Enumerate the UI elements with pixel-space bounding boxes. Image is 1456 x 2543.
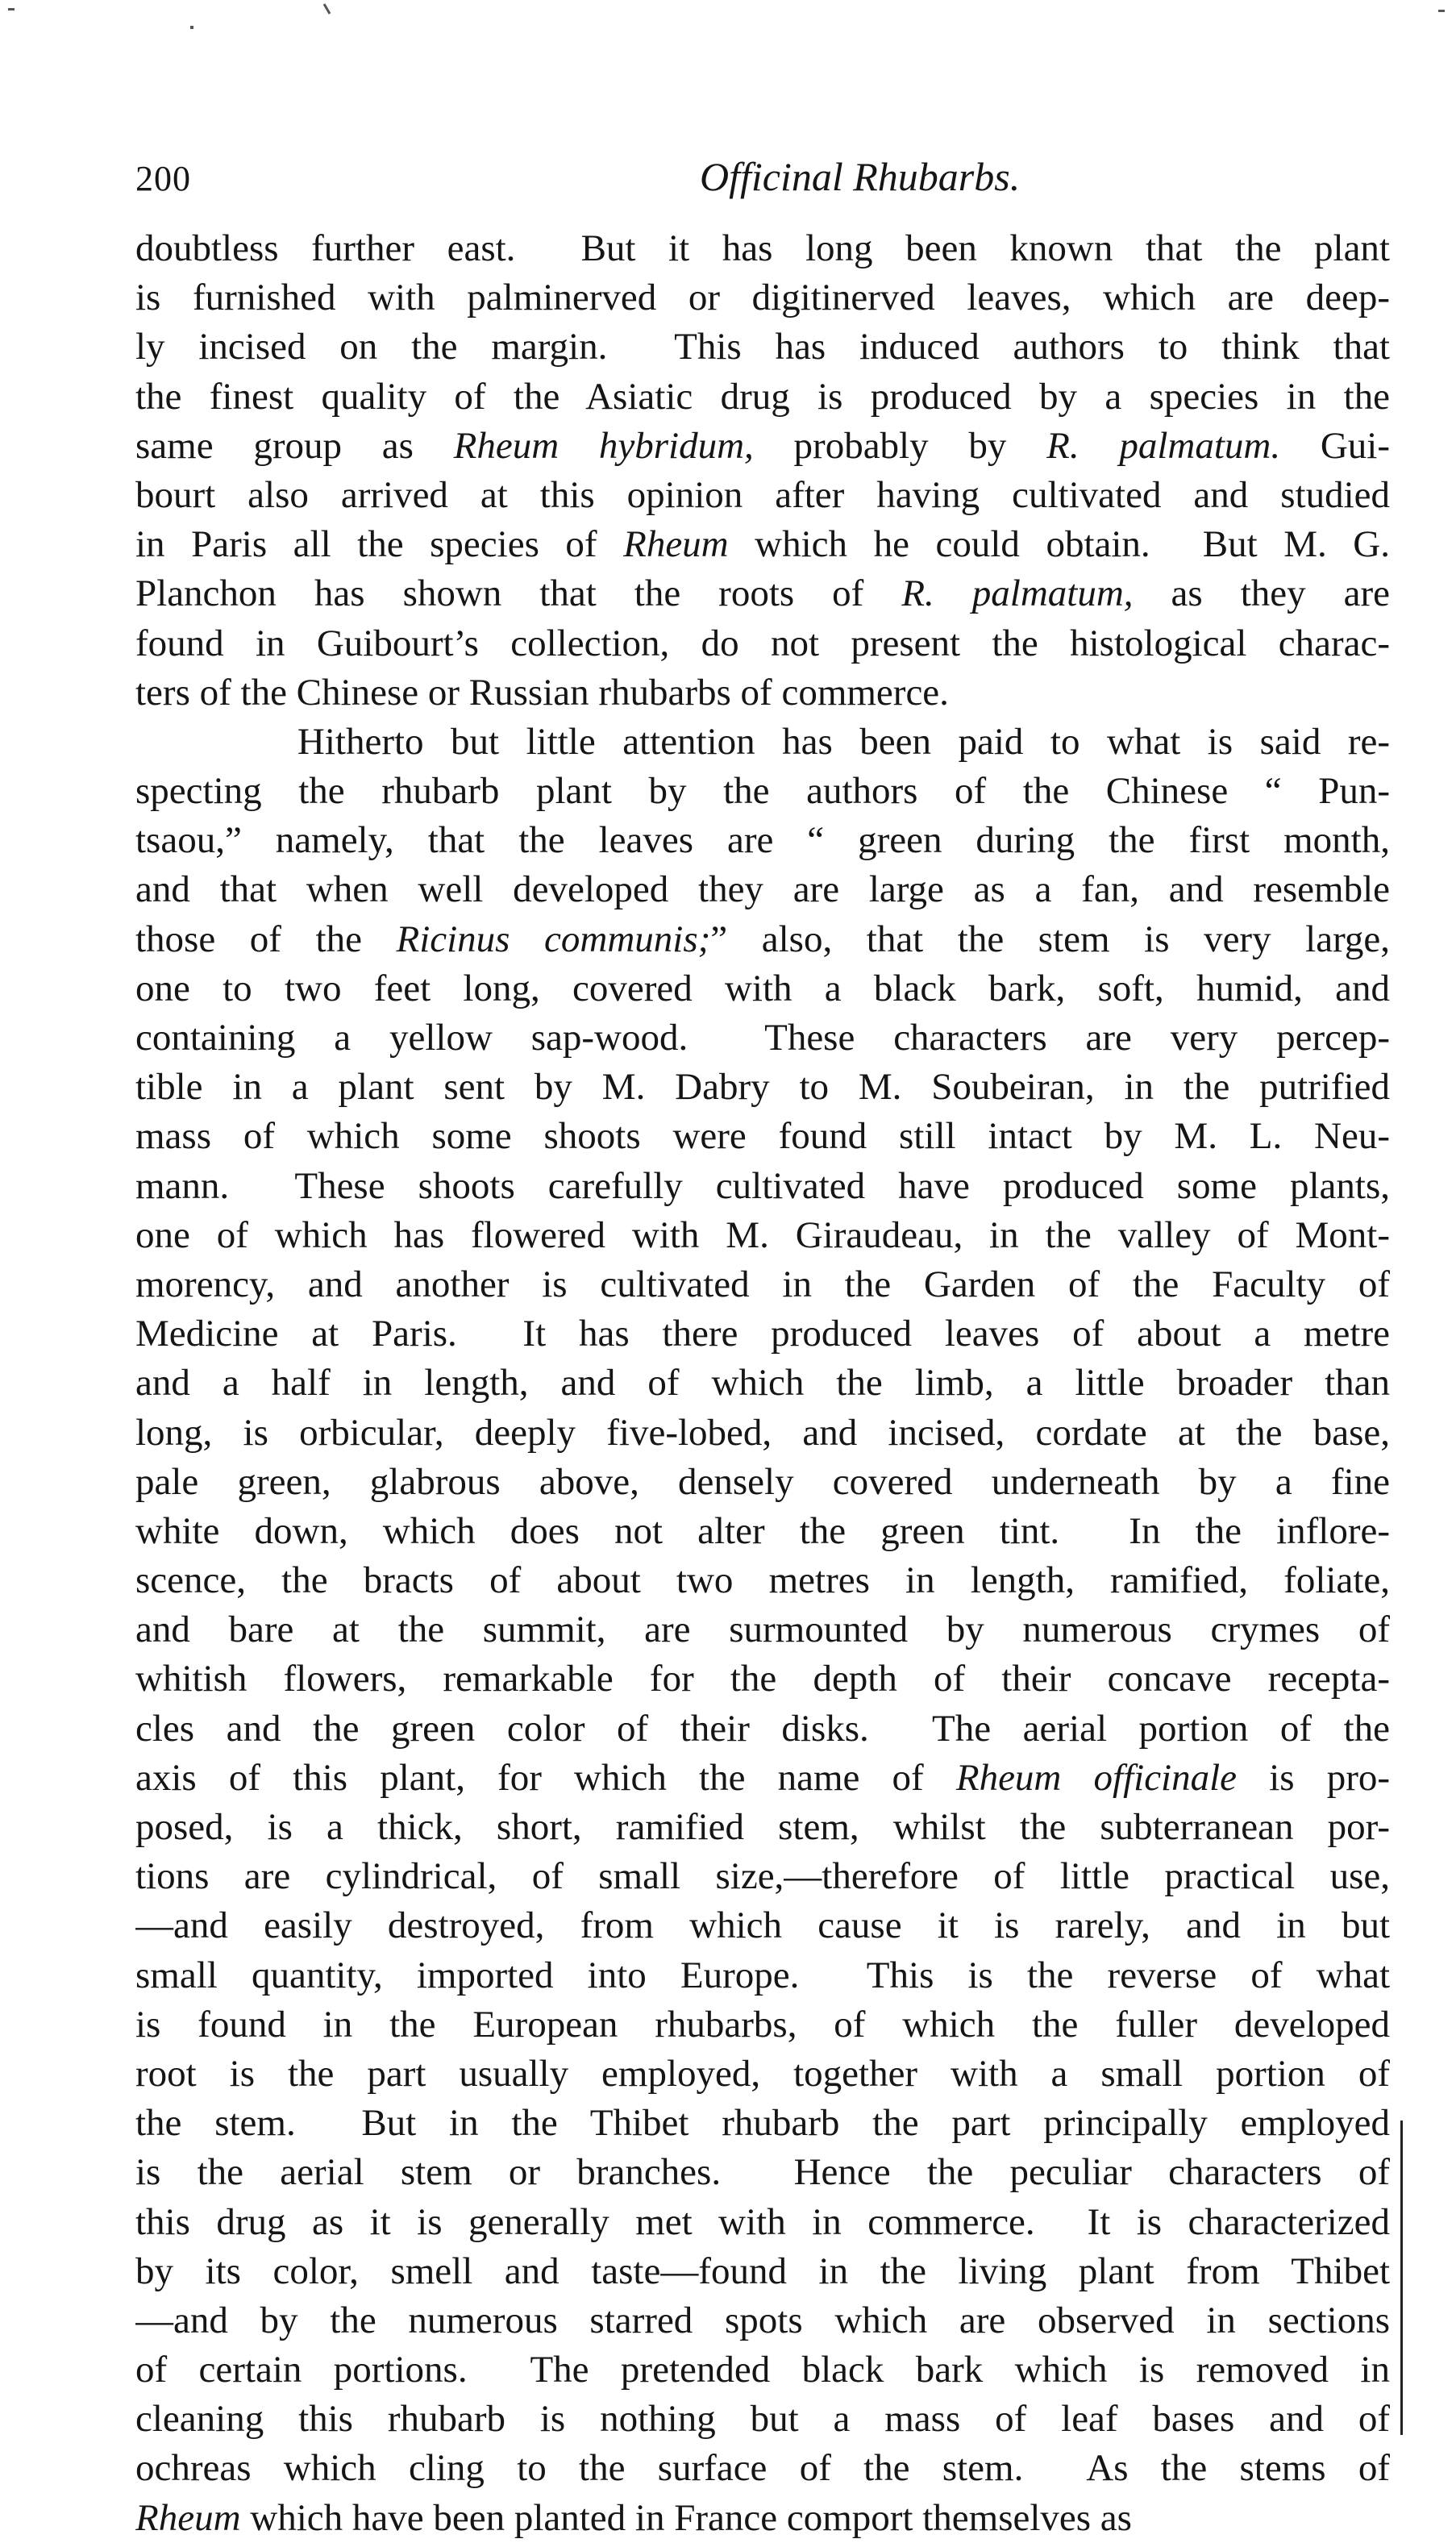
text-run: white down, which does not alter the green tint. In the inflore- — [135, 1509, 1390, 1552]
text-run: axis of this plant, for which the name of — [135, 1756, 956, 1799]
text-line — [135, 1901, 1390, 1950]
text-line — [135, 619, 1390, 668]
text-run: root is the part usually employed, together with a small portion of — [135, 2052, 1390, 2095]
text-run: tible in a plant sent by M. Dabry to M. Soubeiran, in the putrified — [135, 1066, 1390, 1109]
text-run: ochreas which cling to the surface of the stem. As the stems of — [135, 2447, 1390, 2490]
text-run: Ricinus communis; — [396, 918, 711, 960]
text-line — [135, 1260, 1390, 1309]
text-line — [135, 1211, 1390, 1260]
text-line — [135, 2050, 1390, 2099]
text-run: the finest quality of the Asiatic drug is produced by a species in the — [135, 375, 1390, 418]
text-run: ly incised on the margin. This has induced authors to think that — [135, 326, 1390, 368]
text-line — [135, 422, 1390, 471]
text-line — [135, 1605, 1390, 1654]
text-line — [135, 1063, 1390, 1112]
page-edge-rule — [1400, 2121, 1403, 2435]
text-line — [135, 2099, 1390, 2148]
text-line — [135, 1409, 1390, 1458]
text-line — [135, 816, 1390, 865]
text-line — [135, 1754, 1390, 1803]
scan-mark — [8, 8, 15, 10]
text-line — [135, 569, 1390, 618]
text-run: same group as — [135, 424, 454, 467]
text-run: cleaning this rhubarb is nothing but a mass of leaf bases and of — [135, 2398, 1390, 2441]
text-run: bourt also arrived at this opinion after having cultivated and studied — [135, 473, 1390, 516]
text-line — [135, 2395, 1390, 2444]
text-line — [135, 1507, 1390, 1556]
text-line — [135, 373, 1390, 422]
text-run: ” also, that the stem is very large, — [710, 918, 1390, 960]
text-run: scence, the bracts of about two metres in length, ramified, foliate, — [135, 1559, 1390, 1602]
body-text — [135, 224, 1390, 2543]
text-run: by its color, smell and taste—found in the living plant from Thibet — [135, 2250, 1390, 2292]
text-line — [135, 1112, 1390, 1161]
text-run: is the aerial stem or branches. Hence the peculiar characters of — [135, 2151, 1390, 2194]
text-line — [135, 2345, 1390, 2395]
text-line — [135, 2148, 1390, 2197]
text-line — [135, 1556, 1390, 1605]
text-run: cles and the green color of their disks. The aerial portion of the — [135, 1707, 1390, 1750]
text-line — [135, 964, 1390, 1013]
text-run: tions are cylindrical, of small size,—therefore of little practical use, — [135, 1855, 1390, 1898]
text-run: one of which has flowered with M. Giraudeau, in the valley of Mont- — [135, 1213, 1390, 1256]
text-line — [135, 1458, 1390, 1507]
text-run: posed, is a thick, short, ramified stem, whilst the subterranean por- — [135, 1806, 1390, 1848]
text-run: mass of which some shoots were found still intact by M. L. Neu- — [135, 1115, 1390, 1158]
text-line — [135, 1704, 1390, 1754]
text-run: small quantity, imported into Europe. This is the reverse of what — [135, 1954, 1390, 1996]
text-run: mann. These shoots carefully cultivated have produced some plants, — [135, 1164, 1390, 1207]
text-run: this drug as it is generally met with in commerce. It is characterized — [135, 2200, 1390, 2243]
text-run: and that when well developed they are large as a fan, and resemble — [135, 868, 1390, 911]
text-line — [135, 2296, 1390, 2345]
text-run: is furnished with palminerved or digitinerved leaves, which are deep- — [135, 277, 1390, 319]
text-line — [135, 2494, 1390, 2543]
text-line — [135, 471, 1390, 520]
text-line — [135, 1013, 1390, 1063]
text-run: long, is orbicular, deeply five-lobed, and incised, cordate at the base, — [135, 1411, 1390, 1454]
page-number: 200 — [135, 159, 191, 198]
text-run: the stem. But in the Thibet rhubarb the part principally employed — [135, 2102, 1390, 2145]
text-line — [135, 915, 1390, 964]
text-run: and a half in length, and of which the limb, a little broader than — [135, 1362, 1390, 1405]
text-run: one to two feet long, covered with a black bark, soft, humid, and — [135, 967, 1390, 1009]
text-run: containing a yellow sap-wood. These characters are very percep- — [135, 1017, 1390, 1059]
text-line — [135, 1309, 1390, 1359]
running-title: Officinal Rhubarbs. — [700, 154, 1021, 199]
page-header — [135, 144, 1393, 208]
text-run: morency, and another is cultivated in the Garden of the Faculty of — [135, 1263, 1390, 1305]
text-run: those of the — [135, 918, 397, 960]
text-run: found in Guibourt’s collection, do not present the histological charac- — [135, 622, 1390, 664]
text-run: R. palmatum. — [1046, 424, 1281, 467]
text-run: Rheum — [135, 2496, 241, 2539]
text-line — [135, 1654, 1390, 1704]
text-line — [135, 1852, 1390, 1901]
scan-mark — [1438, 10, 1445, 12]
text-run: as they are — [1133, 572, 1390, 615]
text-line — [135, 273, 1390, 323]
text-run: Rheum officinale — [955, 1756, 1238, 1799]
text-line — [135, 1359, 1390, 1408]
text-line — [135, 2198, 1390, 2247]
text-line — [135, 2444, 1390, 2493]
text-run: is pro- — [1237, 1756, 1390, 1799]
text-run: Rheum hybridum, — [453, 424, 754, 467]
text-run: pale green, glabrous above, densely covered underneath by a fine — [135, 1460, 1390, 1503]
scan-mark — [323, 3, 331, 15]
text-line — [135, 767, 1390, 816]
text-line — [135, 2247, 1390, 2296]
text-run: R. palmatum, — [901, 572, 1134, 615]
text-line — [135, 1803, 1390, 1852]
text-run: tsaou,” namely, that the leaves are “ green during the first month, — [135, 819, 1390, 862]
text-run: which have been planted in France comport themselves as — [240, 2496, 1132, 2539]
text-line — [135, 323, 1390, 372]
text-line — [135, 224, 1390, 273]
text-run: probably by — [753, 424, 1047, 467]
text-run: —and easily destroyed, from which cause it is rarely, and in but — [135, 1904, 1390, 1947]
text-line — [135, 668, 1390, 718]
text-line — [135, 865, 1390, 914]
text-run: in Paris all the species of — [135, 523, 624, 566]
text-run: doubtless further east. But it has long been known that the plant — [135, 227, 1390, 269]
text-run: specting the rhubarb plant by the authors of the Chinese “ Pun- — [135, 770, 1390, 813]
text-line — [135, 1162, 1390, 1211]
text-run: Rheum — [623, 523, 729, 566]
text-run: is found in the European rhubarbs, of which the fuller developed — [135, 2003, 1390, 2046]
text-run: of certain portions. The pretended black bark which is removed in — [135, 2349, 1390, 2391]
scan-mark — [190, 26, 193, 29]
text-run: Hitherto but little attention has been paid to what is said re- — [135, 720, 1390, 763]
text-run: Medicine at Paris. It has there produced leaves of about a metre — [135, 1313, 1390, 1355]
text-run: —and by the numerous starred spots which are observed in sections — [135, 2299, 1390, 2341]
text-run: whitish flowers, remarkable for the depth of their concave recepta- — [135, 1658, 1390, 1700]
text-line — [135, 2000, 1390, 2050]
text-run: ters of the Chinese or Russian rhubarbs of commerce. — [135, 671, 949, 714]
text-run: which he could obtain. But M. G. — [728, 523, 1390, 566]
text-run: Gui- — [1280, 424, 1390, 467]
text-run: and bare at the summit, are surmounted by numerous crymes of — [135, 1609, 1390, 1651]
text-run: Planchon has shown that the roots of — [135, 572, 902, 615]
text-line — [135, 718, 1390, 767]
text-line — [135, 520, 1390, 569]
text-line — [135, 1951, 1390, 2000]
